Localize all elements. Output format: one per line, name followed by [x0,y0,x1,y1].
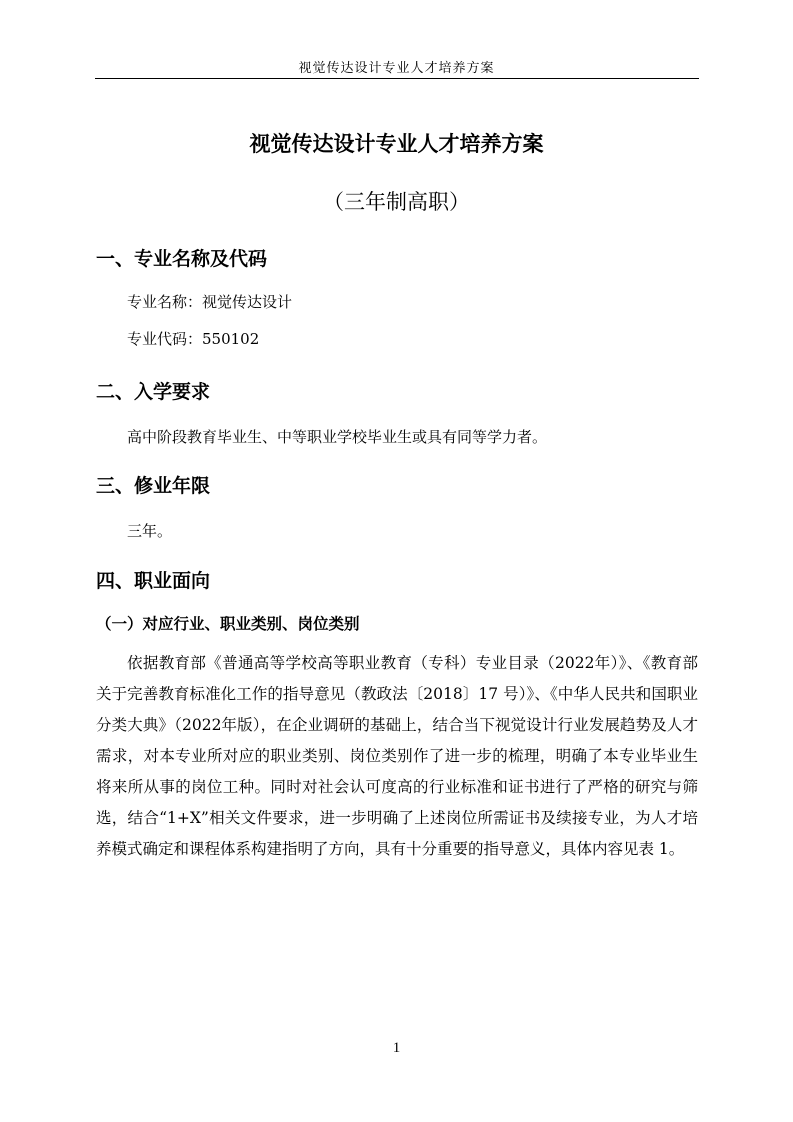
admission-requirement-text: 高中阶段教育毕业生、中等职业学校毕业生或具有同等学力者。 [127,428,548,446]
subsection-heading-industry-categories: （一）对应行业、职业类别、岗位类别 [96,615,360,633]
body-paragraph: 依据教育部《普通高等学校高等职业教育（专科）专业目录（2022年）》、《教育部关于完善教育标准化工作的指导意见（教政法〔2018〕17 号）》、《中华人民共和国职业分类大典》（2022年版），在企业调研的基础上，结合当下视觉设计行业发展趋势及人才需求，对本专业所对应的职业类别、岗位类别作了进一步的梳理，明确了本专业毕业生将来所从事的岗位工种。同时对社会认可度高的行业标准和证书进行了严格的研究与筛选，结合“1+X”相关文件要求，进一步明确了上述岗位所需证书及续接专业，为人才培养模式确定和课程体系构建指明了方向，具有十分重要的指导意义，具体内容见表 1。 [96,654,698,858]
header-rule [95,78,699,79]
section-heading-admission: 二、入学要求 [96,381,211,403]
document-title: 视觉传达设计专业人才培养方案 [249,132,544,156]
major-code-line: 专业代码：550102 [127,330,260,348]
major-name-line: 专业名称：视觉传达设计 [127,293,293,311]
study-duration-text: 三年。 [127,522,173,540]
section-heading-major-name-code: 一、专业名称及代码 [96,248,268,270]
section-heading-career-orientation: 四、职业面向 [96,570,211,592]
document-subtitle: （三年制高职） [323,190,470,214]
section-heading-study-duration: 三、修业年限 [96,475,211,497]
page-number: 1 [392,1040,401,1056]
running-header: 视觉传达设计专业人才培养方案 [298,61,495,76]
